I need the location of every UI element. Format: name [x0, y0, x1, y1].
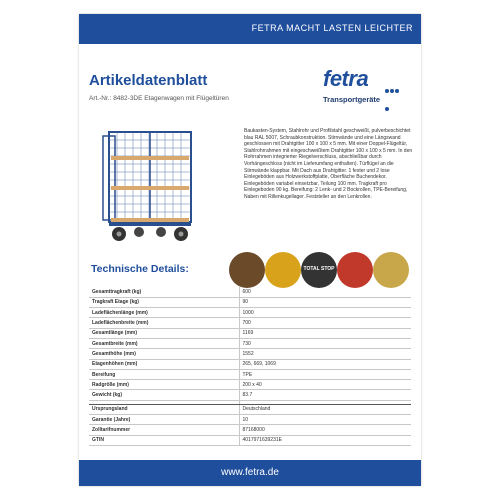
spec-key: Tragkraft Etage (kg) — [89, 297, 239, 307]
spec-row — [89, 380, 411, 390]
logo-brand: fetra — [323, 66, 369, 91]
spec-value: 1000 — [239, 308, 411, 318]
spec-value: 200 x 40 — [239, 380, 411, 390]
spec-row — [89, 338, 411, 348]
product-image — [99, 126, 201, 244]
footer-url: www.fetra.de — [221, 467, 279, 478]
quality-seal-1 — [229, 252, 265, 288]
spec-key: Radgröße (mm) — [89, 380, 239, 390]
spec-row — [89, 369, 411, 379]
spec-value: TPE — [239, 369, 411, 379]
spec-row — [89, 404, 411, 414]
spec-key: Ladeflächenlänge (mm) — [89, 308, 239, 318]
spec-value: Deutschland — [239, 404, 411, 414]
spec-key: Ursprungsland — [89, 404, 239, 414]
product-description: Baukasten-System, Stahlrohr und Profilstahl geschweißt, pulverbeschichtet blau RAL 5007, Schraubkonstruktion. Stirnwände und eine Längswand geschlossen mit Drahtgitter 100 x 100 x 5 mm. Mit einer Doppel-Flügeltür, Stahlrohrrahmen mit eingeschweißtem Drahtgitter 100 x 100 x 5 mm. In den Rohrrahmen integrierter Riegelverschluss, abschließbar durch Vorhängeschloss (nicht im Lieferumfang enthalten). Türflügel an die Stirnwände klappbar. Mit Dach aus Drahtgitter. 1 fester und 2 lose Einlegeböden aus Holzwerkstoffplatte, Oberfläche Buchendekor. Einlegeböden variabel einsetzbar, Teilung 100 mm. Tragkraft pro Einlegeboden 90 kg. Bereifung: 2 Lenk- und 2 Bockrollen, TPE-Bereifung, Naben mit Rillenkugellager. Feststeller an den Lenkrollen. — [244, 128, 413, 200]
spec-row — [89, 308, 411, 318]
logo-tagline: Transportgeräte — [323, 95, 381, 104]
spec-row — [89, 415, 411, 425]
spec-value: 83.7 — [239, 390, 411, 400]
spec-value: 1169 — [239, 328, 411, 338]
spec-row — [89, 425, 411, 435]
spec-value: 90 — [239, 297, 411, 307]
quality-seal-totalstop: TOTAL STOP — [301, 252, 337, 288]
fetra-logo — [323, 66, 403, 110]
spec-key: Gesamtlänge (mm) — [89, 328, 239, 338]
spec-row — [89, 297, 411, 307]
article-subtitle: Art.-Nr.: 8482-3DE Etagenwagen mit Flügeltüren — [89, 95, 229, 102]
spec-key: Ladeflächenbreite (mm) — [89, 318, 239, 328]
spec-key: Bereifung — [89, 369, 239, 379]
spec-key: Gesamttragkraft (kg) — [89, 287, 239, 297]
spec-row — [89, 287, 411, 297]
spec-row — [89, 318, 411, 328]
spec-value: 700 — [239, 318, 411, 328]
spec-value: 87168000 — [239, 425, 411, 435]
spec-value: 265, 669, 1069 — [239, 359, 411, 369]
spec-key: Etagenhöhen (mm) — [89, 359, 239, 369]
spec-row — [89, 435, 411, 445]
spec-key: Gesamthöhe (mm) — [89, 349, 239, 359]
datasheet-page — [79, 14, 421, 486]
spec-row — [89, 390, 411, 400]
spec-key: Zolltarifnummer — [89, 425, 239, 435]
spec-row — [89, 328, 411, 338]
header-slogan: FETRA MACHT LASTEN LEICHTER — [251, 23, 413, 33]
quality-seal-4 — [337, 252, 373, 288]
spec-key: Garantie (Jahre) — [89, 415, 239, 425]
spec-key: Gewicht (kg) — [89, 390, 239, 400]
logo-dots-icon — [385, 80, 403, 116]
technical-details-title: Technische Details: — [91, 263, 189, 275]
spec-key: GTIN — [89, 435, 239, 445]
spec-value: 10 — [239, 415, 411, 425]
spec-value: 4017971639231E — [239, 435, 411, 445]
header-band — [79, 14, 421, 44]
spec-table — [89, 287, 411, 446]
spec-row — [89, 349, 411, 359]
quality-seal-2 — [265, 252, 301, 288]
spec-value: 1552 — [239, 349, 411, 359]
spec-value: 600 — [239, 287, 411, 297]
spec-key: Gesamtbreite (mm) — [89, 338, 239, 348]
page-title: Artikeldatenblatt — [89, 72, 208, 89]
footer-band — [79, 460, 421, 486]
quality-seal-5 — [373, 252, 409, 288]
spec-value: 730 — [239, 338, 411, 348]
spec-row — [89, 359, 411, 369]
